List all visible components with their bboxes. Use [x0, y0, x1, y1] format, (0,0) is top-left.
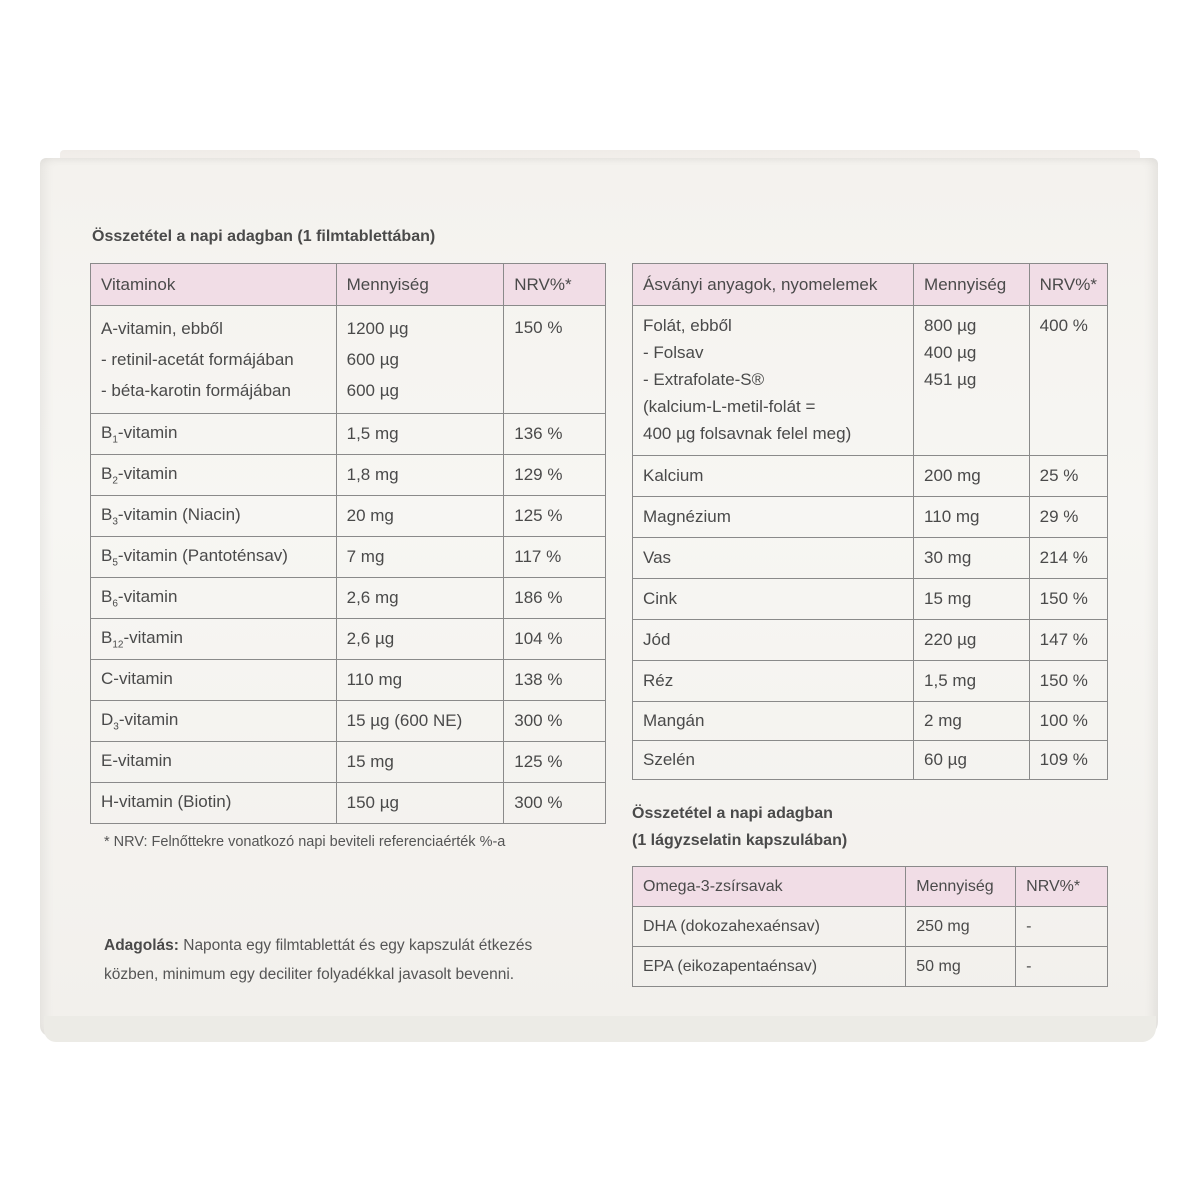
table-row: [633, 497, 1108, 538]
mineral-nrv: 150 %: [1029, 661, 1107, 702]
mineral-name: Jód: [633, 620, 914, 661]
table-row: [633, 661, 1108, 702]
vitamin-nrv: 138 %: [504, 660, 606, 701]
mineral-name: Mangán: [633, 702, 914, 741]
vitamin-name: $B_6$-vitamin: [91, 578, 337, 619]
vitamins-col-name: Vitaminok: [91, 264, 337, 306]
table-row: [91, 414, 606, 455]
vitamin-nrv: 125 %: [504, 742, 606, 783]
dosage-text: [104, 931, 604, 989]
vitamins-col-amount: Mennyiség: [336, 264, 504, 306]
vitamin-name: H-vitamin (Biotin): [91, 783, 337, 824]
mineral-nrv: 109 %: [1029, 741, 1107, 780]
vitamin-name: C-vitamin: [91, 660, 337, 701]
package-bottom-flap: [44, 1016, 1156, 1042]
table-row: [633, 579, 1108, 620]
vitamin-amount: 2,6 µg: [336, 619, 504, 660]
vitamin-name: $B_5$-vitamin (Pantoténsav): [91, 537, 337, 578]
mineral-name: Cink: [633, 579, 914, 620]
table-row: [91, 742, 606, 783]
composition-heading: Összetétel a napi adagban (1 filmtablettában): [92, 228, 436, 245]
nrv-footnote: * NRV: Felnőttekre vonatkozó napi beviteli referenciaérték %-a: [104, 834, 506, 850]
vitamin-amount: 150 µg: [336, 783, 504, 824]
vitamin-amount: 2,6 mg: [336, 578, 504, 619]
omega-nrv: -: [1016, 907, 1108, 947]
mineral-amount: 15 mg: [914, 579, 1030, 620]
dosage-line2: közben, minimum egy deciliter folyadékkal javasolt bevenni.: [104, 966, 515, 983]
minerals-col-amount: Mennyiség: [914, 264, 1030, 306]
table-row: [633, 907, 1108, 947]
vitamin-name: $B_2$-vitamin: [91, 455, 337, 496]
table-row: [91, 496, 606, 537]
mineral-amount: 1,5 mg: [914, 661, 1030, 702]
table-row: [91, 660, 606, 701]
vitamin-a-name: A-vitamin, ebből - retinil-acetát formájában - béta-karotin formájában: [91, 306, 337, 414]
mineral-amount: 220 µg: [914, 620, 1030, 661]
mineral-amount: 30 mg: [914, 538, 1030, 579]
vitamins-table: [90, 263, 606, 824]
vitamin-a-nrv: 150 %: [504, 306, 606, 414]
omega-nrv: -: [1016, 947, 1108, 987]
mineral-nrv: 29 %: [1029, 497, 1107, 538]
table-row: [633, 306, 1108, 456]
vitamin-amount: 7 mg: [336, 537, 504, 578]
mineral-nrv: 150 %: [1029, 579, 1107, 620]
table-row: [633, 620, 1108, 661]
vitamin-nrv: 300 %: [504, 783, 606, 824]
mineral-amount: 2 mg: [914, 702, 1030, 741]
table-row: [91, 783, 606, 824]
vitamin-name: $B_{12}$-vitamin: [91, 619, 337, 660]
vitamin-amount: 1,8 mg: [336, 455, 504, 496]
vitamin-nrv: 136 %: [504, 414, 606, 455]
omega-heading-line2: (1 lágyzselatin kapszulában): [632, 832, 848, 849]
vitamin-nrv: 129 %: [504, 455, 606, 496]
table-row: [91, 306, 606, 414]
vitamin-amount: 15 mg: [336, 742, 504, 783]
minerals-col-name: Ásványi anyagok, nyomelemek: [633, 264, 914, 306]
mineral-name: Magnézium: [633, 497, 914, 538]
mineral-name: Kalcium: [633, 456, 914, 497]
table-row: [633, 702, 1108, 741]
mineral-nrv: 214 %: [1029, 538, 1107, 579]
vitamins-col-nrv: NRV%*: [504, 264, 606, 306]
table-row: [633, 538, 1108, 579]
vitamin-nrv: 117 %: [504, 537, 606, 578]
omega-col-nrv: NRV%*: [1016, 867, 1108, 907]
dosage-label: Adagolás:: [104, 937, 179, 954]
vitamin-nrv: 125 %: [504, 496, 606, 537]
vitamin-amount: 1,5 mg: [336, 414, 504, 455]
table-row: [633, 741, 1108, 780]
omega-table: [632, 866, 1108, 987]
table-row: [91, 578, 606, 619]
table-row: [91, 455, 606, 496]
table-row: [91, 537, 606, 578]
vitamin-nrv: 300 %: [504, 701, 606, 742]
mineral-name: Réz: [633, 661, 914, 702]
omega-col-amount: Mennyiség: [906, 867, 1016, 907]
mineral-nrv: 100 %: [1029, 702, 1107, 741]
mineral-nrv: 147 %: [1029, 620, 1107, 661]
vitamin-nrv: 186 %: [504, 578, 606, 619]
omega-col-name: Omega-3-zsírsavak: [633, 867, 906, 907]
table-row: [633, 456, 1108, 497]
vitamin-name: $D_3$-vitamin: [91, 701, 337, 742]
mineral-amount: 60 µg: [914, 741, 1030, 780]
mineral-nrv: 25 %: [1029, 456, 1107, 497]
table-row: [91, 701, 606, 742]
mineral-name: Szelén: [633, 741, 914, 780]
minerals-col-nrv: NRV%*: [1029, 264, 1107, 306]
vitamin-name: $B_3$-vitamin (Niacin): [91, 496, 337, 537]
vitamin-a-amount: 1200 µg 600 µg 600 µg: [336, 306, 504, 414]
folate-name: Folát, ebből - Folsav - Extrafolate-S® (kalcium-L-metil-folát = 400 µg folsavnak felel meg): [633, 306, 914, 456]
dosage-line1: Naponta egy filmtablettát és egy kapszulát étkezés: [178, 937, 533, 954]
vitamin-name: $B_1$-vitamin: [91, 414, 337, 455]
folate-amount: 800 µg 400 µg 451 µg: [914, 306, 1030, 456]
omega-name: EPA (eikozapentaénsav): [633, 947, 906, 987]
table-row: [633, 947, 1108, 987]
vitamin-amount: 20 mg: [336, 496, 504, 537]
vitamin-name: E-vitamin: [91, 742, 337, 783]
table-row: [91, 619, 606, 660]
vitamin-nrv: 104 %: [504, 619, 606, 660]
mineral-name: Vas: [633, 538, 914, 579]
vitamin-amount: 15 µg (600 NE): [336, 701, 504, 742]
omega-amount: 250 mg: [906, 907, 1016, 947]
omega-name: DHA (dokozahexaénsav): [633, 907, 906, 947]
minerals-table: [632, 263, 1108, 780]
mineral-amount: 110 mg: [914, 497, 1030, 538]
mineral-amount: 200 mg: [914, 456, 1030, 497]
vitamin-amount: 110 mg: [336, 660, 504, 701]
omega-heading-line1: Összetétel a napi adagban: [632, 805, 833, 822]
folate-nrv: 400 %: [1029, 306, 1107, 456]
omega-amount: 50 mg: [906, 947, 1016, 987]
